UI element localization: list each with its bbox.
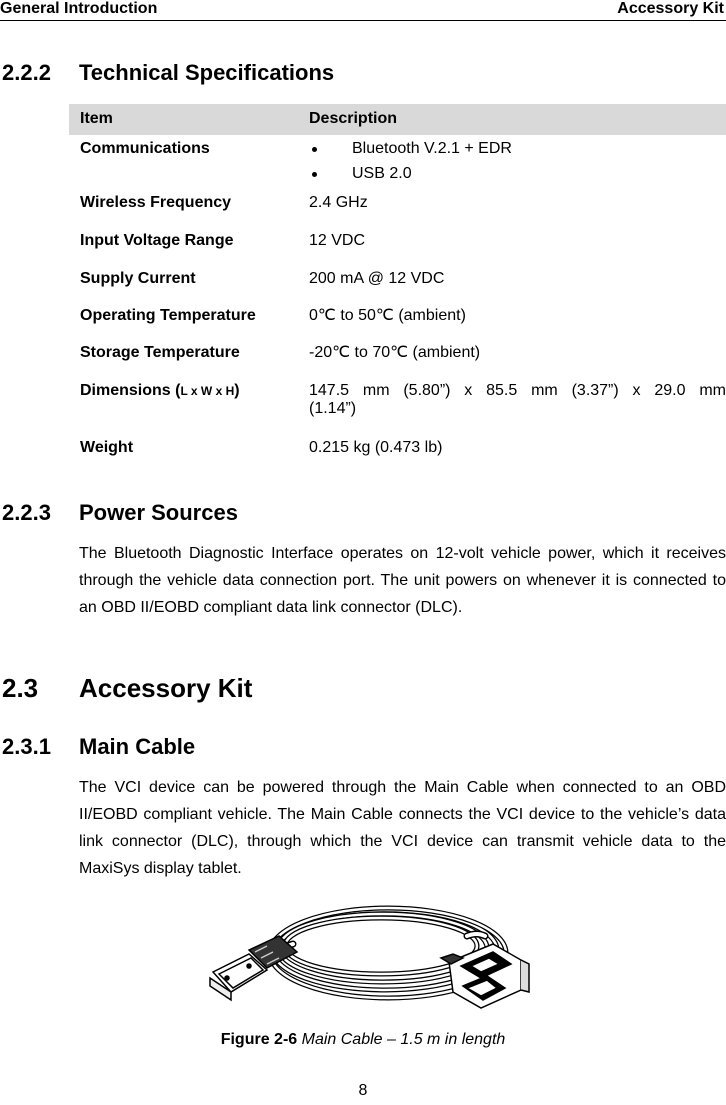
column-header-description: Description bbox=[309, 110, 398, 127]
spec-item bbox=[80, 382, 240, 400]
heading-title: Accessory Kit bbox=[79, 673, 253, 703]
heading-title: Technical Specifications bbox=[79, 60, 335, 85]
spec-item: Operating Temperature bbox=[80, 307, 256, 324]
heading-main-cable bbox=[2, 734, 195, 760]
spec-description bbox=[309, 140, 726, 190]
power-sources-paragraph: The Bluetooth Diagnostic Interface operates on 12-volt vehicle power, which it receives through the vehicle data connection port. The unit powers on whenever it is connected to an OBD II/EOBD compliant data link connector (DLC). bbox=[79, 545, 726, 616]
spec-item: Wireless Frequency bbox=[80, 194, 232, 211]
dimensions-label: Dimensions ( bbox=[80, 382, 181, 399]
spec-item: Communications bbox=[80, 140, 210, 157]
cable-icon bbox=[205, 892, 535, 1014]
dimensions-line-1: 147.5 mm (5.80”) x 85.5 mm (3.37”) x 29.0 mm bbox=[309, 382, 726, 399]
dimensions-line-2: (1.14”) bbox=[309, 400, 357, 417]
spec-description: 200 mA @ 12 VDC bbox=[309, 270, 445, 287]
spec-description: 0℃ to 50℃ (ambient) bbox=[309, 307, 466, 324]
dimensions-order: L x W x H bbox=[180, 384, 235, 398]
spec-row bbox=[69, 269, 726, 306]
spec-description bbox=[309, 382, 726, 418]
heading-number: 2.3.1 bbox=[2, 734, 51, 759]
spec-item: Supply Current bbox=[80, 270, 196, 287]
heading-number: 2.2.2 bbox=[2, 60, 51, 85]
heading-number: 2.3 bbox=[2, 673, 39, 703]
page-number: 8 bbox=[358, 1082, 368, 1099]
column-header-item: Item bbox=[80, 110, 113, 127]
spec-table bbox=[69, 104, 726, 468]
spec-row-weight bbox=[69, 438, 726, 468]
figure-caption-text: Main Cable – 1.5 m in length bbox=[301, 1031, 506, 1048]
communications-list bbox=[309, 140, 726, 190]
spec-item: Weight bbox=[80, 439, 134, 456]
spec-row bbox=[69, 193, 726, 231]
header-chapter-title: General Introduction bbox=[0, 0, 158, 17]
spec-row-communications bbox=[69, 135, 726, 193]
spec-item: Storage Temperature bbox=[80, 344, 240, 361]
spec-description: 12 VDC bbox=[309, 232, 366, 249]
main-cable-illustration bbox=[205, 892, 535, 1014]
spec-row bbox=[69, 343, 726, 381]
spec-description: -20℃ to 70℃ (ambient) bbox=[309, 344, 481, 361]
heading-accessory-kit bbox=[2, 673, 252, 704]
heading-title: Main Cable bbox=[79, 734, 196, 759]
heading-technical-specifications bbox=[2, 60, 334, 86]
dimensions-label-end: ) bbox=[234, 382, 240, 399]
figure-label: Figure 2-6 bbox=[220, 1031, 298, 1048]
list-item: USB 2.0 bbox=[309, 165, 726, 190]
spec-description: 0.215 kg (0.473 lb) bbox=[309, 439, 443, 456]
main-cable-paragraph: The VCI device can be powered through the Main Cable when connected to an OBD II/EOBD compliant vehicle. The Main Cable connects the VCI device to the vehicle’s data link connector (DLC), through which the VCI device can transmit vehicle data to the MaxiSys display tablet. bbox=[79, 779, 726, 877]
heading-number: 2.2.3 bbox=[2, 500, 51, 525]
figure-caption bbox=[0, 1031, 726, 1049]
spec-row-dimensions bbox=[69, 381, 726, 438]
spec-row bbox=[69, 231, 726, 269]
spec-row bbox=[69, 306, 726, 343]
running-header bbox=[0, 0, 726, 21]
heading-power-sources bbox=[2, 500, 238, 526]
list-item: Bluetooth V.2.1 + EDR bbox=[309, 140, 726, 165]
heading-title: Power Sources bbox=[79, 500, 238, 525]
header-section-title: Accessory Kit bbox=[617, 0, 724, 17]
spec-description: 2.4 GHz bbox=[309, 194, 368, 211]
spec-item: Input Voltage Range bbox=[80, 232, 234, 249]
spec-table-header bbox=[69, 104, 726, 135]
